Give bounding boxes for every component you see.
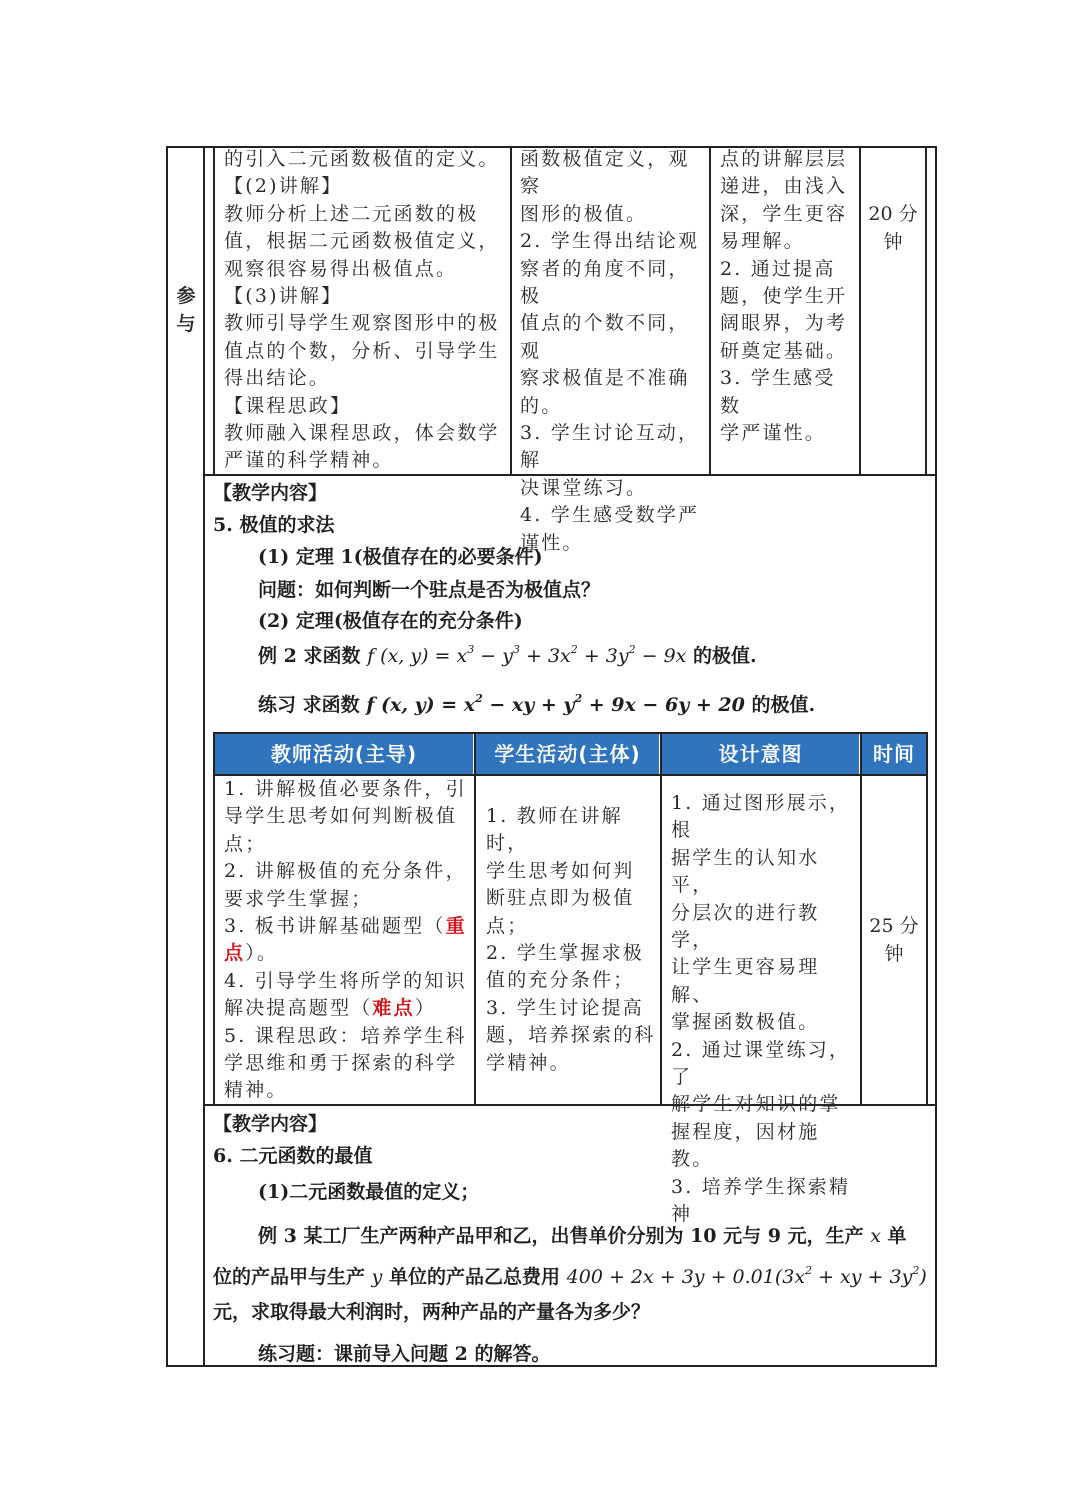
example-3-line-3: 元，求取得最大利润时，两种产品的产量各为多少？ [213, 1301, 651, 1323]
difficult-point-mark: 难点 [372, 997, 415, 1020]
text-line: 学严谨性。 [720, 422, 827, 445]
table2-divider [660, 732, 662, 1105]
text-line: 2. 通过提高 [720, 257, 836, 280]
text-line: 值点的个数，分析、引导学生 [224, 339, 500, 362]
practice-formula: f (x, $y) = x^2$ − xy + $y^2 + 9x - 6y + 20$ [366, 692, 745, 716]
text-line: 观察很容易得出极值点。 [224, 257, 458, 280]
table2-header-design: 设计意图 [662, 734, 859, 774]
text-span: 单位的产品乙总费用 [389, 1266, 561, 1288]
text-line: 【(3)讲解】 [224, 285, 343, 308]
top-design-cell [720, 146, 856, 447]
definition-item: (1)二元函数最值的定义； [258, 1181, 480, 1203]
text-line: 让学生更容易理解、 [671, 956, 820, 1006]
content-heading: 【教学内容】 [213, 1113, 328, 1135]
text-line: 严谨的科学精神。 [224, 449, 394, 472]
text-line: 【课程思政】 [224, 394, 352, 417]
question-text: 问题：如何判断一个驻点是否为极值点？ [258, 579, 601, 601]
text-line [224, 940, 470, 967]
text-line: 1. 讲解极值必要条件，引 [224, 778, 467, 800]
math-var: y [371, 1266, 383, 1288]
example-tail: 的极值. [693, 645, 757, 667]
table2-teacher-cell [224, 776, 470, 1105]
table2-right-border [926, 732, 928, 1105]
text-span: ）。 [245, 942, 279, 965]
text-line [224, 995, 470, 1022]
top-table-right-border [925, 146, 927, 475]
text-line: 2. 通过课堂练习，了 [671, 1038, 851, 1089]
text-line: 3. 学生感受数 [720, 367, 836, 417]
text-line: 1. 通过图形展示，根 [671, 792, 851, 842]
text-line: 2. 学生掌握求极 [486, 942, 644, 965]
table2-header-teacher: 教师活动(主导) [215, 734, 473, 774]
text-line: 神 [671, 1203, 693, 1226]
text-line: 5. 课程思政：培养学生科 [224, 1024, 467, 1047]
text-line: 3. 培养学生探索精 [671, 1175, 851, 1198]
text-line: 3. 学生讨论互动，解 [520, 422, 700, 472]
text-line: 教师融入课程思政，体会数学 [224, 422, 500, 445]
theorem-2: (2) 定理(极值存在的充分条件) [258, 610, 523, 632]
top-time-cell [861, 200, 925, 256]
table2-header-student: 学生活动(主体) [476, 734, 659, 774]
text-line: 谨性。 [520, 531, 584, 554]
text-line: 分层次的进行教学， [671, 901, 820, 952]
text-line [224, 913, 470, 940]
practice-1 [258, 690, 815, 717]
text-span: 位的产品甲与生产 [213, 1266, 366, 1288]
text-line: 察求极值是不准确 [520, 367, 690, 390]
time-unit: 钟 [884, 943, 904, 965]
text-line: 题，培养探索的科 [486, 1024, 656, 1047]
side-label-char: 与 [176, 313, 196, 335]
practice-label: 练习 求函数 [258, 694, 360, 716]
text-line: 4. 学生感受数学严 [520, 504, 700, 527]
time-unit: 钟 [883, 231, 903, 253]
text-line: 的引入二元函数极值的定义。 [224, 148, 500, 170]
text-line: 察者的角度不同，极 [520, 257, 690, 308]
text-line: 值，根据二元函数极值定义， [224, 230, 500, 253]
text-line: 值点的个数不同，观 [520, 312, 690, 362]
example-formula: f (x, $y) = x^3 - y^3 + 3x^2 + 3y^2 - 9x$ [367, 643, 687, 667]
text-line: 易理解。 [720, 230, 805, 253]
text-line: 图形的极值。 [520, 202, 648, 225]
top-student-cell [520, 146, 706, 557]
text-span: 例 3 某工厂生产两种产品甲和乙，出售单价分别为 10 元与 9 元，生产 [258, 1225, 864, 1247]
text-span: ） [414, 997, 437, 1020]
practice-tail: 的极值. [751, 694, 816, 716]
side-label-char: 参 [176, 285, 196, 307]
practice-2: 练习题：课前导入问题 2 的解答。 [258, 1343, 551, 1365]
table2-top-border [213, 732, 927, 734]
text-line: 教师分析上述二元函数的极 [224, 202, 479, 225]
text-line: 要求学生掌握； [224, 887, 373, 910]
top-table-divider [510, 146, 512, 475]
text-line: 值的充分条件； [486, 969, 635, 992]
top-table-divider [859, 146, 861, 475]
example-3-line-1 [258, 1221, 907, 1248]
text-line: 精神。 [224, 1079, 288, 1102]
text-line: 3. 学生讨论提高 [486, 996, 644, 1019]
theorem-1: (1) 定理 1(极值存在的必要条件) [258, 546, 543, 568]
table2-header-time: 时间 [862, 734, 926, 774]
text-span: 单 [887, 1225, 907, 1247]
cost-formula: $400 + 2x + 3y + 0.01(3x^2$ + xy + $3y^2$) [566, 1264, 927, 1288]
text-line: 学精神。 [486, 1051, 571, 1074]
text-line: 握程度，因材施教。 [671, 1120, 820, 1171]
text-line: 点； [224, 832, 267, 855]
text-line: 递进，由浅入 [720, 175, 848, 198]
table2-design-cell [671, 790, 859, 1229]
time-value: 20 分 [868, 203, 918, 225]
text-line: 深，学生更容 [720, 202, 848, 225]
top-table-left-border [213, 146, 215, 475]
side-column-divider [203, 146, 205, 1367]
text-line: 决课堂练习。 [520, 476, 648, 499]
formula-part: f (x, y) = x [367, 645, 468, 667]
text-line: 教师引导学生观察图形中的极 [224, 312, 500, 335]
table2-divider [474, 732, 476, 1105]
side-label [174, 282, 198, 338]
time-value: 25 分 [869, 915, 919, 937]
formula-part: 400 + 2x + 3y + 0.01(3x [566, 1266, 806, 1288]
example-2 [258, 641, 757, 668]
text-line: 学生思考如何判 [486, 859, 635, 882]
text-line: 【(2)讲解】 [224, 175, 343, 198]
key-point-mark: 点 [224, 942, 246, 965]
text-line: 的。 [520, 394, 563, 417]
text-line: 题，使学生开 [720, 285, 848, 308]
text-line: 得出结论。 [224, 367, 331, 390]
text-line: 阔眼界，为考 [720, 312, 848, 335]
section-title: 5. 极值的求法 [213, 514, 335, 536]
text-line: 点； [486, 914, 529, 937]
text-line: 掌握函数极值。 [671, 1011, 820, 1034]
text-line: 解学生对知识的掌 [671, 1093, 841, 1116]
text-line: 点的讲解层层 [720, 148, 848, 170]
text-span: 3. 板书讲解基础题型（ [224, 915, 446, 938]
example-label: 例 2 求函数 [258, 645, 361, 667]
text-span: 解决提高题型（ [224, 997, 373, 1020]
table2-left-border [213, 732, 215, 1105]
text-line: 导学生思考如何判断极值 [224, 805, 458, 828]
table2-time-cell [862, 912, 926, 968]
text-line: 2. 学生得出结论观 [520, 230, 700, 253]
text-line: 学思维和勇于探索的科学 [224, 1052, 458, 1075]
example-3-line-2 [213, 1262, 927, 1289]
text-line: 函数极值定义，观察 [520, 148, 690, 198]
text-line: 据学生的认知水平， [671, 846, 820, 897]
content-heading: 【教学内容】 [213, 482, 328, 504]
text-line: 断驻点即为极值 [486, 887, 635, 910]
key-point-mark: 重 [445, 915, 467, 938]
top-table-divider [709, 146, 711, 475]
table2-student-cell [486, 803, 658, 1077]
text-line: 2. 讲解极值的充分条件， [224, 860, 467, 883]
text-line: 4. 引导学生将所学的知识 [224, 969, 467, 992]
text-line: 1. 教师在讲解时， [486, 805, 623, 855]
text-line: 研奠定基础。 [720, 339, 848, 362]
math-var: x [870, 1225, 881, 1247]
section-title: 6. 二元函数的最值 [213, 1145, 373, 1167]
top-teacher-cell [224, 146, 508, 475]
